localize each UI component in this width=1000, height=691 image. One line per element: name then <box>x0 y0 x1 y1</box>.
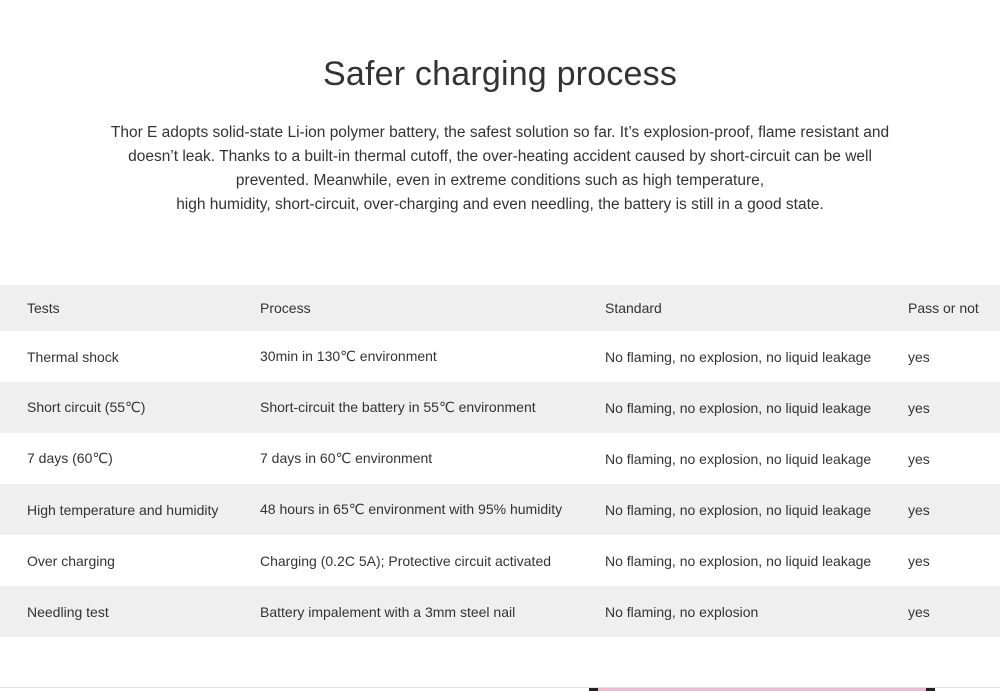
battery-test-table <box>0 285 1000 637</box>
standard-cell: No flaming, no explosion, no liquid leakage <box>605 501 872 518</box>
intro-line: prevented. Meanwhile, even in extreme conditions such as high temperature, <box>235 172 765 189</box>
pass-cell: yes <box>908 399 930 416</box>
table-row <box>0 433 1000 484</box>
process-cell: 30min in 130℃ environment <box>260 348 437 364</box>
pass-cell: yes <box>908 450 930 467</box>
table-row <box>0 484 1000 535</box>
section-title: Safer charging process <box>322 55 678 93</box>
header-tests: Tests <box>27 300 60 316</box>
table-row <box>0 586 1000 637</box>
standard-cell: No flaming, no explosion, no liquid leakage <box>605 552 872 569</box>
table-row <box>0 331 1000 382</box>
pass-cell: yes <box>908 501 930 518</box>
intro-line: doesn’t leak. Thanks to a built-in thermal cutoff, the over-heating accident caused by short-circuit can be well <box>128 148 872 165</box>
process-cell: Battery impalement with a 3mm steel nail <box>260 603 516 620</box>
header-standard: Standard <box>605 300 662 316</box>
table-row <box>0 535 1000 586</box>
standard-cell: No flaming, no explosion, no liquid leakage <box>605 450 872 467</box>
intro-line: Thor E adopts solid-state Li-ion polymer battery, the safest solution so far. It’s explosion-proof, flame resistant and <box>110 124 890 141</box>
test-name-cell: Over charging <box>27 552 115 569</box>
pass-cell: yes <box>908 552 930 569</box>
test-name-cell: Short circuit (55℃) <box>27 399 146 415</box>
test-name-cell: 7 days (60℃) <box>27 450 113 466</box>
table-header-row <box>0 285 1000 331</box>
process-cell: 48 hours in 65℃ environment with 95% humidity <box>260 501 563 517</box>
test-name-cell: Thermal shock <box>27 348 119 365</box>
process-cell: Short-circuit the battery in 55℃ environment <box>260 399 536 415</box>
pass-cell: yes <box>908 348 930 365</box>
header-process: Process <box>260 300 311 316</box>
test-name-cell: High temperature and humidity <box>27 501 219 518</box>
table-row <box>0 382 1000 433</box>
process-cell: Charging (0.2C 5A); Protective circuit activated <box>260 552 552 569</box>
header-pass-or-not: Pass or not <box>908 300 979 316</box>
process-cell: 7 days in 60℃ environment <box>260 450 433 466</box>
standard-cell: No flaming, no explosion, no liquid leakage <box>605 348 872 365</box>
standard-cell: No flaming, no explosion, no liquid leakage <box>605 399 872 416</box>
intro-line: high humidity, short-circuit, over-charging and even needling, the battery is still in a good state. <box>176 196 824 213</box>
pass-cell: yes <box>908 603 930 620</box>
standard-cell: No flaming, no explosion <box>605 603 759 620</box>
intro-paragraph <box>80 121 920 217</box>
test-name-cell: Needling test <box>27 603 109 620</box>
